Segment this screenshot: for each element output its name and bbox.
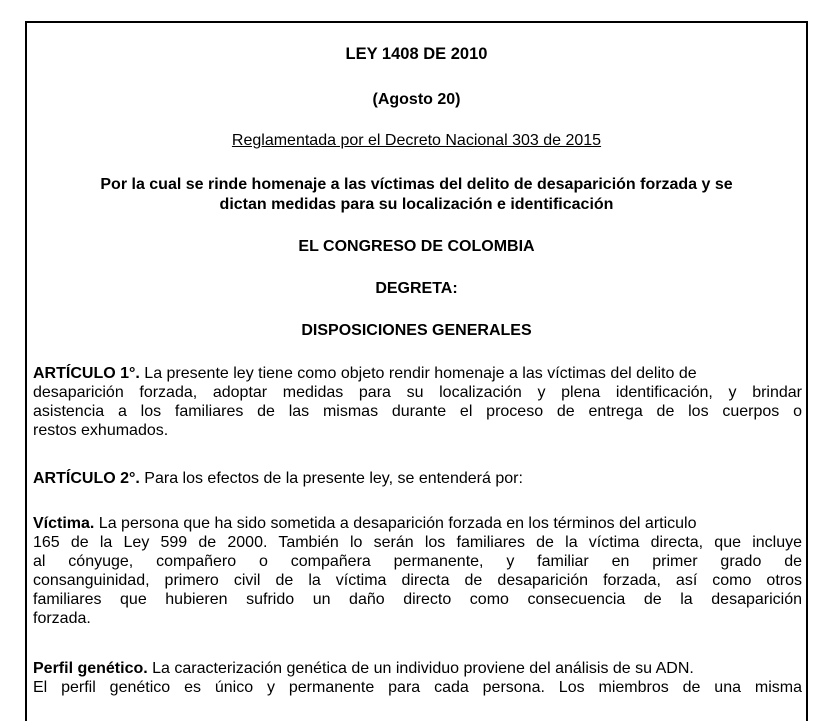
regulation-note-wrap [27,131,806,150]
article-1-text: La presente ley tiene como objeto rendir homenaje a las víctimas del delito de [139,365,697,382]
article-2 [33,469,802,488]
definition-line: forzada. [33,610,91,627]
definition-term: Perfil genético. [33,660,148,677]
definition-text: La persona que ha sido sometida a desaparición forzada en los términos del articulo [94,515,697,532]
article-1-line: restos exhumados. [33,422,169,439]
definition-term: Víctima. [33,515,95,532]
law-date: (Agosto 20) [372,91,461,108]
definition-victima [33,514,802,628]
article-1 [33,364,802,440]
congress-heading: EL CONGRESO DE COLOMBIA [298,238,535,255]
definition-perfil-genetico [33,659,802,697]
document-page [25,21,808,721]
definition-line: consanguinidad, primero civil de la víctima directa de desaparición forzada, así como otros [33,572,802,589]
article-1-line [33,364,802,383]
article-2-label: ARTÍCULO 2°. [33,470,140,487]
definition-line: familiares que hubieren sufrido un daño directo como consecuencia de la desaparición [33,591,802,608]
article-1-line: desaparición forzada, adoptar medidas para su localización y plena identificación, y brindar [33,384,802,401]
summary-line-1: Por la cual se rinde homenaje a las víctimas del delito de desaparición forzada y se [100,176,733,193]
article-2-text: Para los efectos de la presente ley, se entenderá por: [139,470,523,487]
definition-line: 165 de la Ley 599 de 2000. También lo serán los familiares de la víctima directa, que incluye [33,534,802,551]
summary-line-2: dictan medidas para su localización e identificación [219,196,614,213]
definition-line: al cónyuge, compañero o compañera permanente, y familiar en primer grado de [33,553,802,570]
regulation-note-link[interactable]: Reglamentada por el Decreto Nacional 303 de 2015 [231,132,602,149]
decree-heading: DEGRETA: [375,280,458,297]
article-1-line: asistencia a los familiares de las mismas durante el proceso de entrega de los cuerpos o [33,403,802,420]
definition-text: La caracterización genética de un individuo proviene del análisis de su ADN. [147,660,694,677]
article-1-label: ARTÍCULO 1°. [33,365,140,382]
law-title: LEY 1408 DE 2010 [345,45,488,63]
definition-line: El perfil genético es único y permanente para cada persona. Los miembros de una misma [33,679,802,696]
section-title: DISPOSICIONES GENERALES [301,322,532,339]
